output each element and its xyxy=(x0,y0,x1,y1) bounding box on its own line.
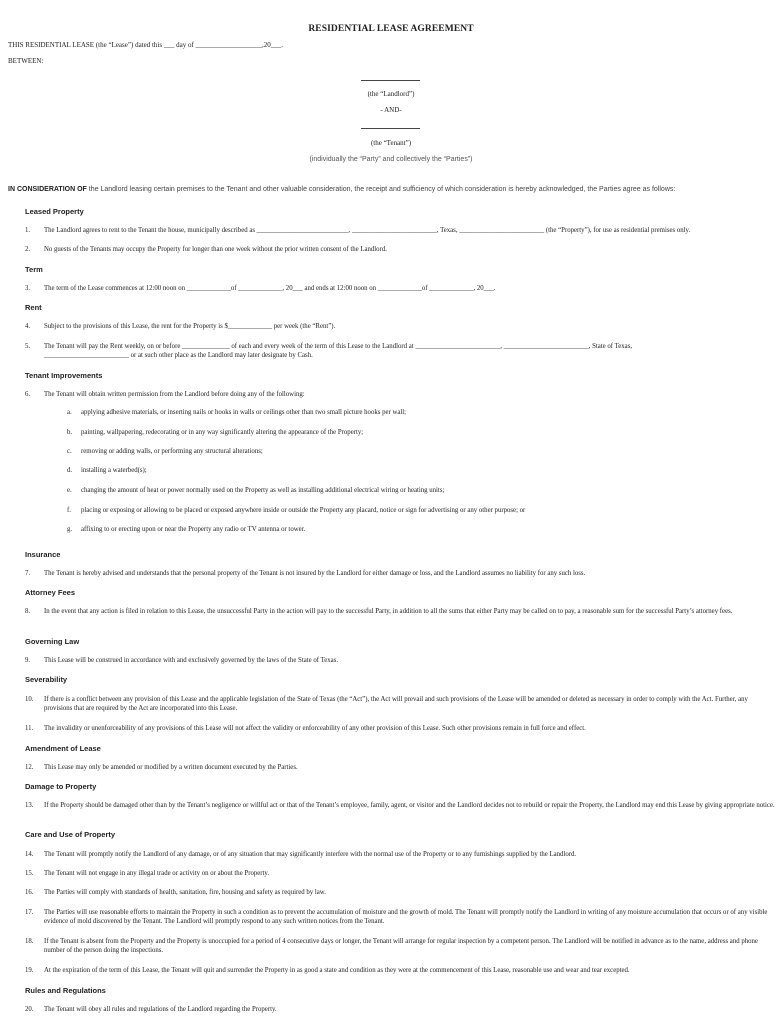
clause-text: The Tenant will pay the Rent weekly, on or before ______________ of each and every week of the term of this Lease to the Landlord at _________________________, _________________________, State of Texas, xyxy=(44,343,633,350)
heading-rent: Rent xyxy=(25,303,42,312)
subclause-letter: f. xyxy=(67,507,71,514)
clause-number: 18. xyxy=(25,938,34,945)
between-label: BETWEEN: xyxy=(8,57,44,65)
clause-text: _________________________ or at such other place as the Landlord may later designate by Cash. xyxy=(44,352,313,359)
intro-line: THIS RESIDENTIAL LEASE (the “Lease”) dated this ___ day of ___________________,20___. xyxy=(8,41,284,49)
tenant-label: (the “Tenant”) xyxy=(370,139,412,147)
heading-rules: Rules and Regulations xyxy=(25,986,106,995)
subclause-text: removing or adding walls, or performing any structural alterations; xyxy=(81,448,263,455)
subclause-text: applying adhesive materials, or inserting nails or hooks in walls or ceilings other than two small picture hooks per wall; xyxy=(81,409,407,416)
subclause-letter: b. xyxy=(67,429,73,436)
clause-text: The Tenant will obtain written permission from the Landlord before doing any of the following: xyxy=(44,391,305,398)
clause-number: 12. xyxy=(25,764,34,771)
subclause-letter: a. xyxy=(67,409,72,416)
clause-text: The Tenant will obey all rules and regulations of the Landlord regarding the Property. xyxy=(44,1006,277,1013)
clause-text: The Tenant will promptly notify the Landlord of any damage, or of any situation that may significantly interfere with the normal use of the Property or to any furnishings supplied by the Landlord. xyxy=(44,851,577,858)
subclause-letter: e. xyxy=(67,487,72,494)
clause-number: 11. xyxy=(25,725,34,732)
clause-number: 14. xyxy=(25,851,34,858)
heading-care: Care and Use of Property xyxy=(25,830,116,839)
clause-text: If the Property should be damaged other than by the Tenant’s negligence or willful act or that of the Tenant’s employee, family, agent, or visitor and the Landlord decides not to rebuild or repair the Property, the Landlord may end this Lease by giving appropriate notice. xyxy=(44,802,775,809)
tenant-name-line xyxy=(361,128,420,129)
clause-text: If there is a conflict between any provision of this Lease and the applicable legislation of the State of Texas (the “Act”), the Act will prevail and such provisions of the Lease will be amended or deleted as necessary in order to comply with the Act. Further, any provisions that are required by the Act are incorporated into this Lease. xyxy=(44,696,748,712)
clause-number: 13. xyxy=(25,802,34,809)
clause-text: Subject to the provisions of this Lease, the rent for the Property is $_____________ per week (the “Rent”). xyxy=(44,323,336,330)
subclause-letter: c. xyxy=(67,448,72,455)
clause-number: 4. xyxy=(25,323,31,330)
subclause-text: affixing to or erecting upon or near the Property any radio or TV antenna or tower. xyxy=(81,526,306,533)
consideration-bold: IN CONSIDERATION OF xyxy=(8,186,87,193)
and-label: - AND- xyxy=(380,106,402,114)
clause-number: 16. xyxy=(25,889,34,896)
clause-text: The Landlord agrees to rent to the Tenant the house, municipally described as ___________________________, _________________________, Texas, _________________________ (the “Property”), for use as residential premises only. xyxy=(44,227,691,234)
subclause-letter: d. xyxy=(67,467,73,474)
clause-number: 7. xyxy=(25,570,31,577)
heading-leased-property: Leased Property xyxy=(25,207,84,216)
consideration-text: the Landlord leasing certain premises to the Tenant and other valuable consideration, the receipt and sufficiency of which consideration is hereby acknowledged, the Parties agree as follows: xyxy=(86,186,676,193)
clause-text: The Parties will comply with standards of health, sanitation, fire, housing and safety as required by law. xyxy=(44,889,326,896)
heading-tenant-improvements: Tenant Improvements xyxy=(25,371,103,380)
subclause-text: painting, wallpapering, redecorating or in any way significantly altering the appearance of the Property; xyxy=(81,429,364,436)
clause-number: 3. xyxy=(25,285,31,292)
clause-number: 1. xyxy=(25,227,31,234)
clause-text: At the expiration of the term of this Lease, the Tenant will quit and surrender the Property in as good a state and condition as they were at the commencement of this Lease, reasonable use and wear and tear excepted. xyxy=(44,967,630,974)
clause-text: The Tenant is hereby advised and understands that the personal property of the Tenant is not insured by the Landlord for either damage or loss, and the Landlord assumes no liability for any such loss. xyxy=(44,570,586,577)
heading-attorney-fees: Attorney Fees xyxy=(25,588,76,597)
clause-number: 2. xyxy=(25,246,31,253)
heading-insurance: Insurance xyxy=(25,550,61,559)
clause-number: 9. xyxy=(25,657,31,664)
document-title: RESIDENTIAL LEASE AGREEMENT xyxy=(308,24,474,34)
clause-number: 10. xyxy=(25,696,34,703)
clause-text: This Lease will be construed in accordance with and exclusively governed by the laws of the State of Texas. xyxy=(44,657,339,664)
landlord-name-line xyxy=(361,80,420,81)
heading-governing-law: Governing Law xyxy=(25,637,80,646)
clause-number: 20. xyxy=(25,1006,34,1013)
clause-number: 8. xyxy=(25,608,31,615)
heading-severability: Severability xyxy=(25,675,68,684)
subclause-letter: g. xyxy=(67,526,73,533)
heading-amendment: Amendment of Lease xyxy=(25,744,101,753)
landlord-label: (the “Landlord”) xyxy=(367,90,415,98)
subclause-text: changing the amount of heat or power normally used on the Property as well as installing additional electrical wiring or heating units; xyxy=(81,487,445,494)
subclause-text: installing a waterbed(s); xyxy=(81,467,147,474)
clause-number: 17. xyxy=(25,909,34,916)
parties-label: (individually the “Party” and collectively the “Parties”) xyxy=(309,156,473,163)
clause-text: This Lease may only be amended or modified by a written document executed by the Parties. xyxy=(44,764,298,771)
subclause-text: placing or exposing or allowing to be placed or exposed anywhere inside or outside the Property any placard, notice or sign for advertising or any other purpose; or xyxy=(81,507,526,514)
clause-text: No guests of the Tenants may occupy the Property for longer than one week without the prior written consent of the Landlord. xyxy=(44,246,387,253)
consideration-paragraph xyxy=(8,186,778,193)
heading-term: Term xyxy=(25,265,43,274)
clause-text: The Tenant will not engage in any illegal trade or activity on or about the Property. xyxy=(44,870,270,877)
clause-number: 15. xyxy=(25,870,34,877)
heading-damage: Damage to Property xyxy=(25,782,97,791)
clause-text: If the Tenant is absent from the Property and the Property is unoccupied for a period of 4 consecutive days or longer, the Tenant will arrange for regular inspection by a competent person. The Landlord will be notified in advance as to the name, address and phone number of the person doing the inspections. xyxy=(44,938,758,954)
clause-number: 5. xyxy=(25,343,31,350)
clause-text: The invalidity or unenforceability of any provisions of this Lease will not affect the validity or enforceability of any other provision of this Lease. Such other provisions remain in full force and effect. xyxy=(44,725,586,732)
clause-text: The term of the Lease commences at 12:00 noon on _____________of _____________, 20___ and ends at 12:00 noon on _____________of _____________, 20___. xyxy=(44,285,496,292)
clause-number: 6. xyxy=(25,391,31,398)
clause-text: In the event that any action is filed in relation to this Lease, the unsuccessful Party in the action will pay to the successful Party, in addition to all the sums that either Party may be called on to pay, a reasonable sum for the successful Party’s attorney fees. xyxy=(44,608,733,615)
clause-text: The Parties will use reasonable efforts to maintain the Property in such a condition as to prevent the accumulation of moisture and the growth of mold. The Tenant will promptly notify the Landlord in writing of any moisture accumulation that occurs or of any visible evidence of mold discovered by the Tenant. The Landlord will promptly respond to any such written notices from the Tenant. xyxy=(44,909,768,925)
clause-number: 19. xyxy=(25,967,34,974)
